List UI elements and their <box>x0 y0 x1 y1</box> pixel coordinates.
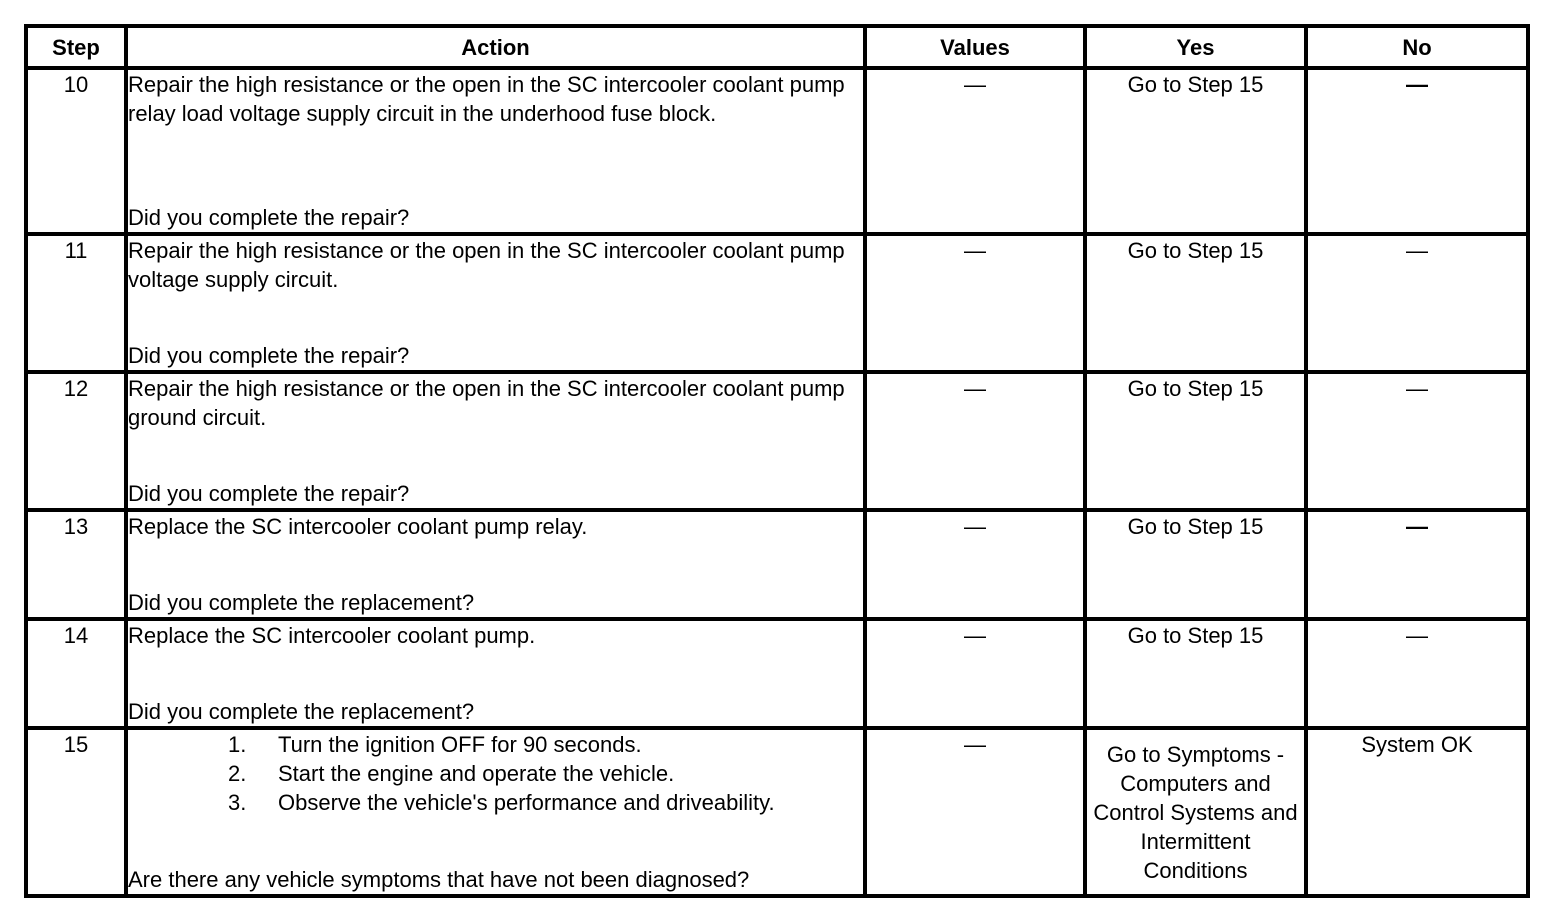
no-cell: — <box>1306 68 1528 234</box>
no-cell: System OK <box>1306 728 1528 896</box>
yes-cell: Go to Symptoms - Computers and Control Systems and Intermittent Conditions <box>1085 728 1306 896</box>
action-cell <box>126 510 865 619</box>
action-instruction: Repair the high resistance or the open in the SC intercooler coolant pump relay load voltage supply circuit in the underhood fuse block. <box>128 72 845 126</box>
values-cell: — <box>865 619 1085 728</box>
step-number: 10 <box>26 68 126 234</box>
table-row <box>26 619 1528 728</box>
diagnostic-table <box>24 24 1530 898</box>
action-instruction: Repair the high resistance or the open in the SC intercooler coolant pump voltage supply circuit. <box>128 238 845 292</box>
table-row <box>26 510 1528 619</box>
action-instruction: Replace the SC intercooler coolant pump. <box>128 623 536 648</box>
yes-cell: Go to Step 15 <box>1085 234 1306 372</box>
action-question: Did you complete the replacement? <box>128 590 475 615</box>
action-cell <box>126 728 865 896</box>
substep-number: 1. <box>228 732 247 757</box>
substep-number: 3. <box>228 790 247 815</box>
step-number: 14 <box>26 619 126 728</box>
action-instruction: Replace the SC intercooler coolant pump relay. <box>128 514 588 539</box>
step-number: 12 <box>26 372 126 510</box>
yes-cell: Go to Step 15 <box>1085 619 1306 728</box>
header-values: Values <box>865 26 1085 68</box>
substep-number: 2. <box>228 761 247 786</box>
yes-cell: Go to Step 15 <box>1085 372 1306 510</box>
values-cell: — <box>865 68 1085 234</box>
step-number: 13 <box>26 510 126 619</box>
substep-list <box>128 730 863 817</box>
values-cell: — <box>865 372 1085 510</box>
action-instruction: Repair the high resistance or the open in the SC intercooler coolant pump ground circuit. <box>128 376 845 430</box>
action-cell <box>126 372 865 510</box>
header-step: Step <box>26 26 126 68</box>
action-cell <box>126 619 865 728</box>
table-row <box>26 728 1528 896</box>
yes-cell: Go to Step 15 <box>1085 68 1306 234</box>
values-cell: — <box>865 728 1085 896</box>
no-cell: — <box>1306 619 1528 728</box>
action-question: Did you complete the replacement? <box>128 699 475 724</box>
table-row <box>26 68 1528 234</box>
substep-text: Start the engine and operate the vehicle. <box>278 761 675 786</box>
substep-item <box>228 759 863 788</box>
action-question: Are there any vehicle symptoms that have not been diagnosed? <box>128 867 750 892</box>
action-question: Did you complete the repair? <box>128 343 410 368</box>
values-cell: — <box>865 234 1085 372</box>
no-cell: — <box>1306 372 1528 510</box>
header-yes: Yes <box>1085 26 1306 68</box>
yes-cell: Go to Step 15 <box>1085 510 1306 619</box>
substep-text: Turn the ignition OFF for 90 seconds. <box>278 732 642 757</box>
no-cell: — <box>1306 510 1528 619</box>
table-row <box>26 372 1528 510</box>
step-number: 11 <box>26 234 126 372</box>
action-question: Did you complete the repair? <box>128 205 410 230</box>
table-row <box>26 234 1528 372</box>
action-cell <box>126 234 865 372</box>
action-question: Did you complete the repair? <box>128 481 410 506</box>
action-cell <box>126 68 865 234</box>
values-cell: — <box>865 510 1085 619</box>
header-action: Action <box>126 26 865 68</box>
substep-text: Observe the vehicle's performance and driveability. <box>278 790 775 815</box>
substep-item <box>228 788 863 817</box>
header-row <box>26 26 1528 68</box>
no-cell: — <box>1306 234 1528 372</box>
header-no: No <box>1306 26 1528 68</box>
substep-item <box>228 730 863 759</box>
step-number: 15 <box>26 728 126 896</box>
